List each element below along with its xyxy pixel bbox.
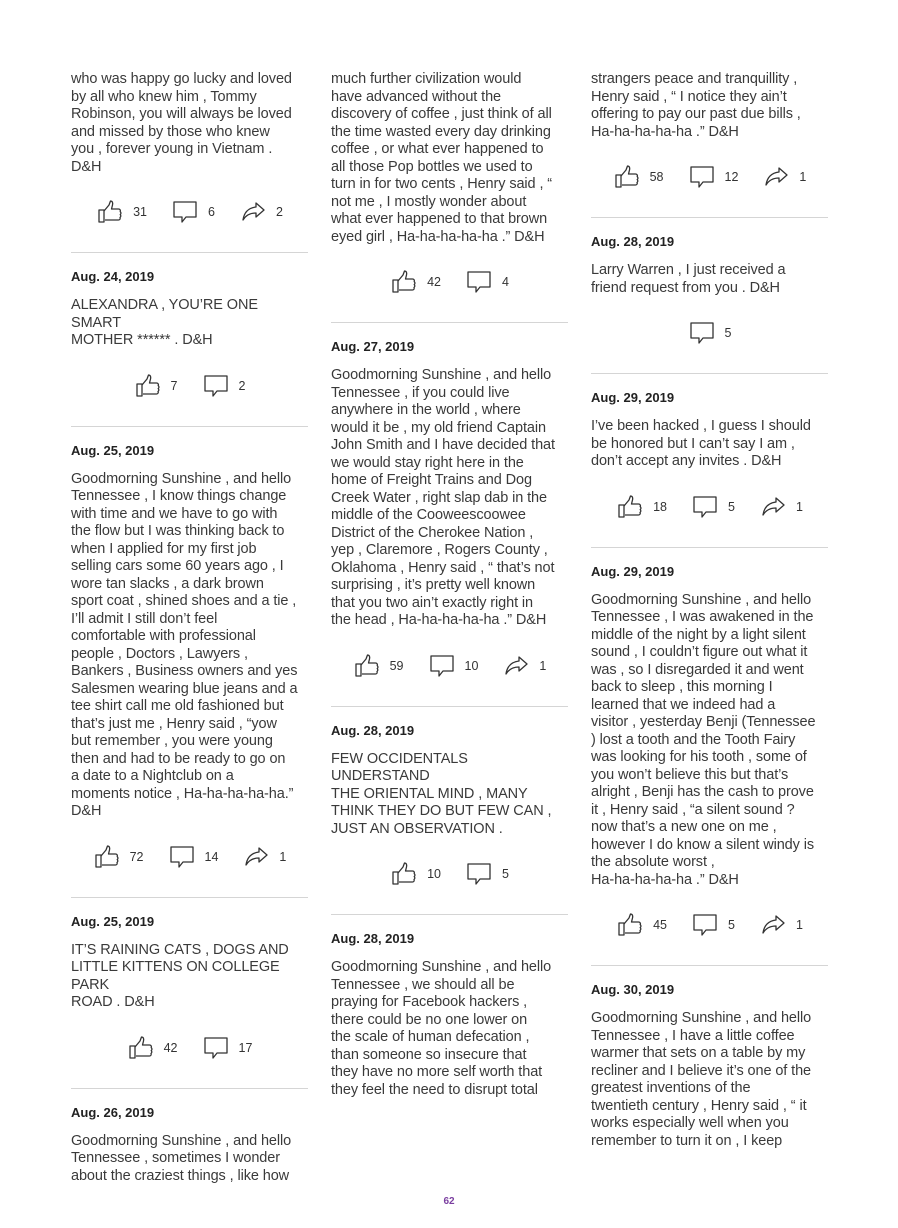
post-text: IT’S RAINING CATS , DOGS AND LITTLE KITTENS ON COLLEGE PARK ROAD . D&H	[71, 941, 289, 1010]
reaction-bar	[331, 838, 568, 914]
comment-count: 5	[724, 326, 732, 340]
share-stat[interactable]	[759, 911, 803, 939]
comment-count: 10	[464, 658, 479, 673]
comment-stat[interactable]	[428, 652, 479, 680]
reaction-bar	[591, 889, 828, 965]
like-stat[interactable]	[390, 860, 441, 888]
share-count: 2	[275, 205, 283, 219]
reaction-bar	[591, 471, 828, 547]
post-date: Aug. 29, 2019	[591, 390, 675, 405]
post-date: Aug. 29, 2019	[591, 563, 675, 579]
column-1	[71, 71, 308, 1185]
post	[591, 966, 828, 1150]
comment-icon[interactable]	[465, 268, 493, 296]
share-icon[interactable]	[502, 652, 530, 680]
comment-count: 5	[728, 499, 735, 514]
comment-icon[interactable]	[688, 163, 716, 191]
share-count: 1	[539, 658, 547, 673]
post-date: Aug. 30, 2019	[591, 982, 675, 997]
reaction-bar	[71, 350, 308, 426]
like-icon[interactable]	[127, 1034, 155, 1062]
share-icon[interactable]	[762, 163, 790, 191]
like-count: 7	[170, 378, 178, 393]
share-icon[interactable]	[759, 911, 787, 939]
like-icon[interactable]	[390, 268, 418, 296]
like-stat[interactable]	[127, 1034, 178, 1062]
reaction-bar	[71, 821, 308, 897]
share-icon[interactable]	[242, 843, 270, 871]
comment-icon[interactable]	[171, 198, 199, 226]
share-stat[interactable]	[762, 163, 806, 191]
post	[331, 71, 568, 323]
post-date: Aug. 25, 2019	[71, 913, 155, 929]
like-icon[interactable]	[616, 493, 644, 521]
comment-icon[interactable]	[691, 911, 719, 939]
comment-count: 5	[501, 867, 509, 881]
post-text: Goodmorning Sunshine , and hello Tennessee , if you could live anywhere in the world , where would it be , my old friend Captain John Smith and I have decided that we would stay right here in the home of Freight Trains and Dog Creek Water , right slap dab in the middle of the Cooweescoowee District of the Cherokee Nation , yep , Claremore , Rogers County , Oklahoma , Henry said , “ that’s not surprising , it’s pretty well known that you two ain’t exactly right in the head , Ha-ha-ha-ha-ha .” D&H	[331, 367, 555, 628]
like-stat[interactable]	[134, 372, 178, 400]
post-text: who was happy go lucky and loved by all who knew him , Tommy Robinson, you will always be loved and missed by those who knew you , forever young in Vietnam . D&H	[71, 71, 292, 175]
post-text: strangers peace and tranquillity , Henry said , “ I notice they ain’t offering to pay our past due bills , Ha-ha-ha-ha-ha .” D&H	[591, 71, 801, 140]
post	[331, 707, 568, 916]
column-2	[331, 71, 568, 1099]
comment-icon[interactable]	[465, 860, 493, 888]
share-stat[interactable]	[759, 493, 803, 521]
post-date: Aug. 24, 2019	[71, 269, 155, 284]
comment-count: 17	[238, 1040, 253, 1055]
post-text: Goodmorning Sunshine , and hello Tennessee , I know things change with time and we have to go with the flow but I was thinking back to when I applied for my first job selling cars some 60 years ago , I wore tan slacks , a dark brown sport coat , shined shoes and a tie , I’ll admit I still don’t feel comfortable with professional people , Doctors , Lawyers , Bankers , Business owners and yes Salesmen wearing blue jeans and a tee shirt call me old fashioned but that’s just me , Henry said , “yow but remember , you were young then and had to be ready to go on a date to a Nightclub on a moments notice , Ha-ha-ha-ha-ha.” D&H	[71, 470, 298, 819]
like-icon[interactable]	[134, 372, 162, 400]
post-text: FEW OCCIDENTALS UNDERSTAND THE ORIENTAL MIND , MANY THINK THEY DO BUT FEW CAN , JUST AN OBSERVATION .	[331, 750, 552, 837]
comment-stat[interactable]	[691, 493, 735, 521]
post	[591, 548, 828, 967]
post-text: Goodmorning Sunshine , and hello Tennessee , I was awakened in the middle of the night by a light silent sound , I couldn’t figure out what it was , so I disregarded it and went back to sleep , this morning I learned that we indeed had a visitor , yesterday Benji (Tennessee ) lost a tooth and the Tooth Fairy was looking for his tooth , some of you won’t believe this but that’s alright , Benji has the cash to prove it , Henry said , “a silent sound ? now that’s a new one on me , however I do know a silent windy is the absolute worst , Ha-ha-ha-ha-ha .” D&H	[591, 591, 816, 888]
like-count: 59	[389, 658, 404, 673]
post-text: I’ve been hacked , I guess I should be honored but I can’t say I am , don’t accept any invites . D&H	[591, 418, 811, 469]
comment-stat[interactable]	[202, 372, 246, 400]
reaction-bar	[331, 246, 568, 322]
reaction-bar	[71, 176, 308, 252]
comment-count: 2	[238, 378, 246, 393]
comment-icon[interactable]	[691, 493, 719, 521]
like-stat[interactable]	[613, 163, 664, 191]
post	[331, 323, 568, 707]
like-icon[interactable]	[613, 163, 641, 191]
comment-icon[interactable]	[202, 1034, 230, 1062]
reaction-bar	[591, 141, 828, 217]
comment-icon[interactable]	[428, 652, 456, 680]
comment-stat[interactable]	[202, 1034, 253, 1062]
post	[591, 71, 828, 218]
share-count: 1	[279, 849, 287, 864]
comment-count: 6	[208, 205, 215, 219]
post	[71, 898, 308, 1089]
like-icon[interactable]	[390, 860, 418, 888]
comment-icon[interactable]	[168, 843, 196, 871]
share-stat[interactable]	[502, 652, 546, 680]
share-stat[interactable]	[242, 843, 286, 871]
post	[591, 374, 828, 548]
post	[71, 253, 308, 427]
comment-count: 14	[204, 849, 219, 864]
like-count: 45	[653, 918, 667, 932]
post	[71, 1089, 308, 1186]
reaction-bar	[591, 297, 828, 373]
like-stat[interactable]	[616, 493, 667, 521]
like-stat[interactable]	[93, 843, 144, 871]
comment-stat[interactable]	[465, 268, 509, 296]
like-count: 18	[653, 499, 667, 514]
reaction-bar	[331, 630, 568, 706]
like-stat[interactable]	[616, 911, 667, 939]
like-icon[interactable]	[616, 911, 644, 939]
comment-stat[interactable]	[465, 860, 509, 888]
comment-stat[interactable]	[171, 198, 215, 226]
post-text: Larry Warren , I just received a friend request from you . D&H	[591, 262, 786, 296]
post	[71, 71, 308, 253]
share-count: 1	[795, 918, 803, 932]
comment-count: 12	[724, 170, 739, 184]
like-stat[interactable]	[96, 198, 147, 226]
post-date: Aug. 26, 2019	[71, 1104, 155, 1120]
post-date: Aug. 28, 2019	[591, 234, 675, 249]
post-text: Goodmorning Sunshine , and hello Tennessee , I have a little coffee warmer that sets on a table by my recliner and I believe it’s one of the greatest inventions of the twentieth century , Henry said , “ it works especially well when you remember to turn it on , I keep	[591, 1010, 812, 1149]
share-count: 1	[799, 170, 807, 184]
like-stat[interactable]	[353, 652, 404, 680]
comment-stat[interactable]	[168, 843, 219, 871]
post-text: Goodmorning Sunshine , and hello Tennessee , sometimes I wonder about the craziest things , like how	[71, 1132, 292, 1184]
comment-count: 4	[501, 275, 509, 289]
share-icon[interactable]	[759, 493, 787, 521]
post	[331, 915, 568, 1099]
post	[71, 427, 308, 898]
like-count: 72	[129, 849, 144, 864]
like-stat[interactable]	[390, 268, 441, 296]
post-date: Aug. 28, 2019	[331, 931, 415, 946]
post-text: much further civilization would have advanced without the discovery of coffee , just think of all the time wasted every day drinking coffee , or what ever happened to all those Pop bottles we used to turn in for two cents , Henry said , “ not me , I mostly wonder about what ever happened to that brown eyed girl , Ha-ha-ha-ha-ha .” D&H	[331, 71, 553, 245]
comment-icon[interactable]	[688, 319, 716, 347]
like-icon[interactable]	[353, 652, 381, 680]
post-date: Aug. 28, 2019	[331, 722, 415, 738]
like-count: 10	[427, 867, 441, 881]
like-icon[interactable]	[93, 843, 121, 871]
comment-count: 5	[728, 918, 735, 932]
share-count: 1	[795, 499, 803, 514]
comment-icon[interactable]	[202, 372, 230, 400]
like-count: 42	[163, 1040, 178, 1055]
post-text: Goodmorning Sunshine , and hello Tennessee , we should all be praying for Facebook hackers , there could be no one lower on the scale of human defecation , than someone so insecure that they have no more self worth that they feel the need to disrupt total	[331, 959, 552, 1098]
post-date: Aug. 27, 2019	[331, 339, 415, 354]
comment-stat[interactable]	[688, 319, 732, 347]
share-stat[interactable]	[239, 198, 283, 226]
like-count: 31	[133, 205, 147, 219]
comment-stat[interactable]	[691, 911, 735, 939]
post-text: ALEXANDRA , YOU’RE ONE SMART MOTHER ****** . D&H	[71, 297, 258, 348]
page-number: 62	[443, 1196, 455, 1207]
column-3	[591, 71, 828, 1150]
share-icon[interactable]	[239, 198, 267, 226]
post-date: Aug. 25, 2019	[71, 442, 155, 458]
comment-stat[interactable]	[688, 163, 739, 191]
like-count: 42	[427, 275, 441, 289]
like-icon[interactable]	[96, 198, 124, 226]
reaction-bar	[71, 1012, 308, 1088]
like-count: 58	[649, 170, 664, 184]
post	[591, 218, 828, 374]
